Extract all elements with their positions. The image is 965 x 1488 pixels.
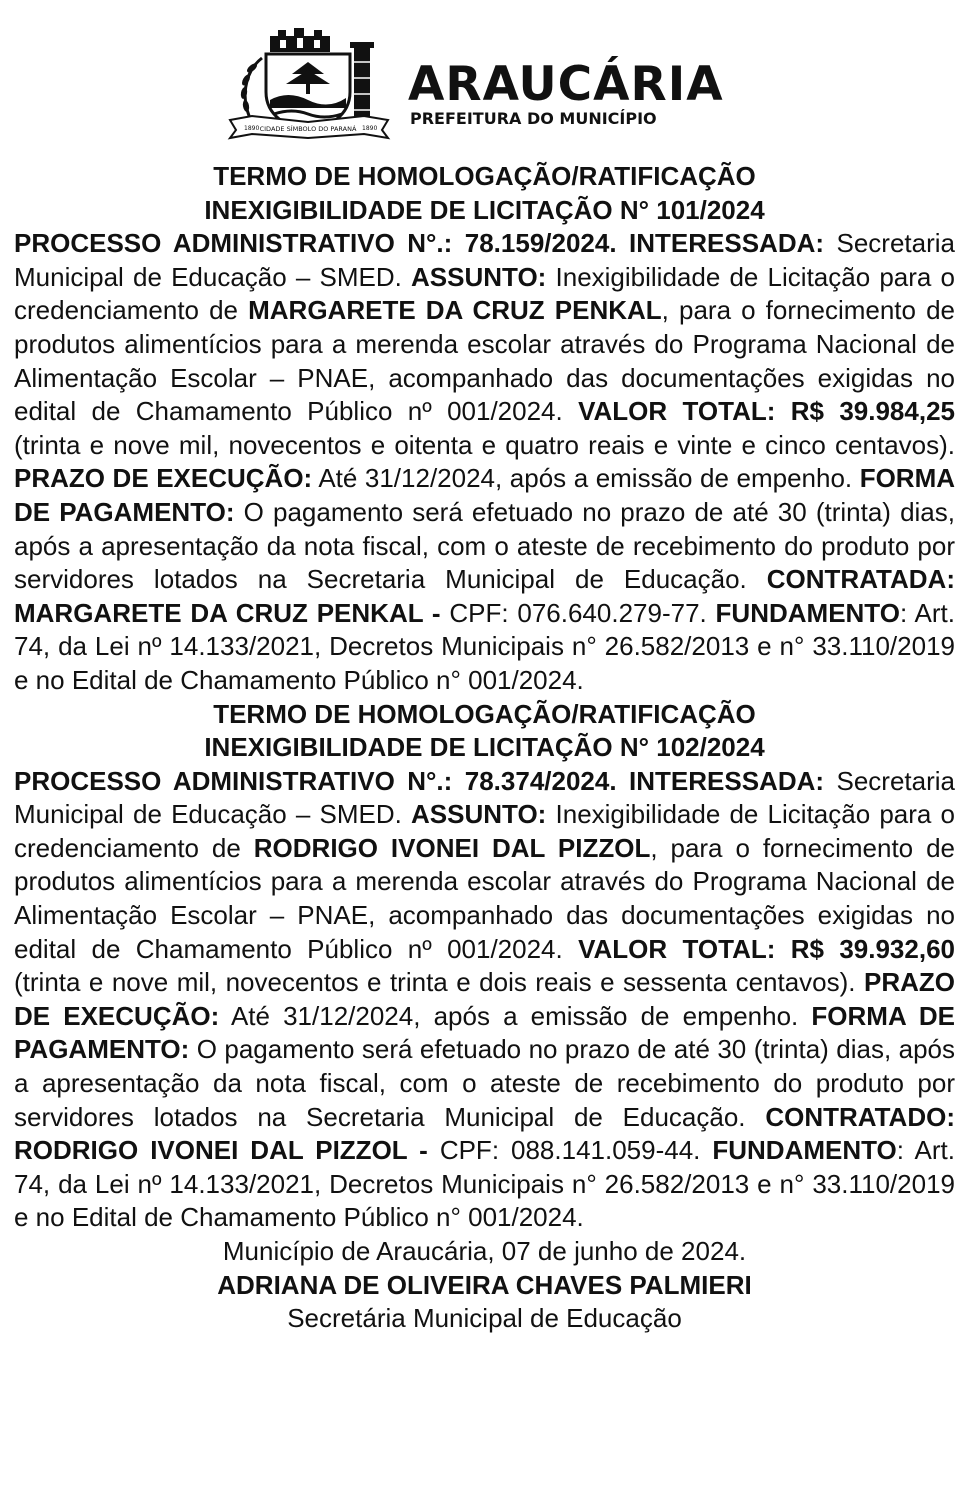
term1-contratada-label: CONTRATADA: MARGARETE DA CRUZ PENKAL - — [14, 564, 955, 628]
term1-subtitle: INEXIGIBILIDADE DE LICITAÇÃO N° 101/2024 — [204, 194, 765, 225]
ribbon-year-right: 1890 — [362, 125, 378, 132]
term1-forma-label: FORMA DE PAGAMENTO: — [14, 463, 956, 527]
term2-contratado-name: RODRIGO IVONEI DAL PIZZOL — [253, 832, 651, 863]
term2-paragraph — [14, 765, 955, 1235]
term2-subtitle: INEXIGIBILIDADE DE LICITAÇÃO N° 102/2024 — [204, 732, 765, 763]
term2-cpf: CPF: 088.141.059-44. — [427, 1135, 713, 1166]
place-date: Município de Araucária, 07 de junho de 2024. — [222, 1236, 747, 1266]
term2-valor-extenso: (trinta e nove mil, novecentos e trinta e dois reais e sessenta centavos). — [14, 967, 864, 998]
term2-forma: O pagamento será efetuado no prazo de até 30 (trinta) dias, após a apresentação da nota fiscal, com o ateste de recebimento do produto por servidores lotados na Secretaria Municipal de Educação. — [14, 1034, 955, 1132]
term1-cpf: CPF: 076.640.279-77. — [440, 597, 716, 628]
signatory-name: ADRIANA DE OLIVEIRA CHAVES PALMIERI — [217, 1269, 752, 1300]
term1-title: TERMO DE HOMOLOGAÇÃO/RATIFICAÇÃO — [213, 161, 756, 191]
term2-valor-label: VALOR TOTAL: R$ 39.932,60 — [578, 933, 955, 964]
term1-assunto: Inexigibilidade de Licitação para o credenciamento de — [14, 261, 956, 326]
term2-processo-label: PROCESSO ADMINISTRATIVO N°.: 78.374/2024. INTERESSADA: — [14, 765, 825, 796]
term2-interessada: Secretaria Municipal de Educação – SMED. — [14, 765, 955, 830]
brand — [408, 57, 724, 128]
term1-assunto-cont: , para o fornecimento de produtos alimentícios para a merenda escolar através do Programa Nacional de Alimentação Escolar – PNAE, acompanhado das documentações exigidas no edital de Chamamento Público nº 001/2024. — [14, 295, 956, 427]
term1-contratada-name: MARGARETE DA CRUZ PENKAL — [248, 295, 662, 326]
brand-name: ARAUCÁRIA — [408, 57, 724, 112]
ribbon-motto: CIDADE SÍMBOLO DO PARANÁ — [259, 125, 357, 133]
term1-fundamento: : Art. 74, da Lei nº 14.133/2021, Decretos Municipais n° 26.582/2013 e n° 33.110/2019 e no Edital de Chamamento Público n° 001/2024. — [14, 597, 955, 695]
coat-of-arms-icon — [222, 22, 397, 140]
term1-processo-label: PROCESSO ADMINISTRATIVO N°.: 78.159/2024. INTERESSADA: — [14, 228, 825, 259]
term2-title: TERMO DE HOMOLOGAÇÃO/RATIFICAÇÃO — [213, 698, 756, 729]
document-body — [14, 160, 955, 1336]
term2-prazo-label: PRAZO DE EXECUÇÃO: — [14, 967, 955, 1031]
term1-forma: O pagamento será efetuado no prazo de até 30 (trinta) dias, após a apresentação da nota fiscal, com o ateste de recebimento do produto por servidores lotados na Secretaria Municipal de Educação. — [14, 496, 955, 595]
term2-fundamento-label: FUNDAMENTO — [712, 1135, 897, 1166]
term2-assunto-cont: , para o fornecimento de produtos alimentícios para a merenda escolar através do Programa Nacional de Alimentação Escolar – PNAE, acompanhado das documentações exigidas no edital de Chamamento Público nº 001/2024. — [14, 832, 955, 964]
term1-paragraph — [14, 227, 955, 697]
term1-valor-label: VALOR TOTAL: R$ 39.984,25 — [578, 396, 955, 427]
term1-prazo-label: PRAZO DE EXECUÇÃO: — [14, 463, 313, 494]
term1-fundamento-label: FUNDAMENTO — [715, 597, 900, 628]
term2-contratado-label: CONTRATADO: RODRIGO IVONEI DAL PIZZOL - — [14, 1101, 955, 1166]
term1-interessada: Secretaria Municipal de Educação – SMED. — [14, 228, 955, 292]
term2-assunto: Inexigibilidade de Licitação para o credenciamento de — [14, 799, 956, 863]
brand-subtitle: PREFEITURA DO MUNICÍPIO — [410, 109, 657, 128]
ribbon-year-left: 1890 — [244, 125, 260, 132]
term1-valor-extenso: (trinta e nove mil, novecentos e oitenta e quatro reais e vinte e cinco centavos). — [14, 429, 955, 460]
signatory-role: Secretária Municipal de Educação — [287, 1303, 682, 1334]
term1-assunto-label: ASSUNTO: — [411, 261, 547, 292]
term1-prazo: Até 31/12/2024, após a emissão de empenho. — [312, 463, 860, 494]
header — [222, 22, 762, 140]
term2-forma-label: FORMA DE PAGAMENTO: — [14, 1000, 955, 1065]
term2-fundamento: : Art. 74, da Lei nº 14.133/2021, Decretos Municipais n° 26.582/2013 e n° 33.110/2019 e no Edital de Chamamento Público n° 001/2024. — [14, 1135, 955, 1233]
term2-assunto-label: ASSUNTO: — [411, 799, 547, 830]
term2-prazo: Até 31/12/2024, após a emissão de empenho. — [219, 1000, 812, 1031]
